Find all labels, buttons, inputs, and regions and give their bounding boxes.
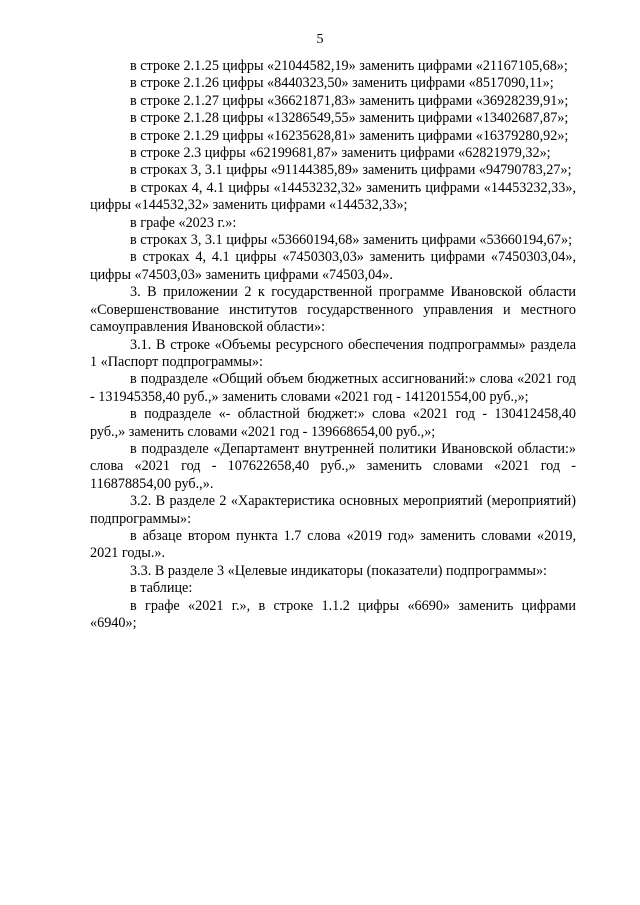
- paragraph: 3.1. В строке «Объемы ресурсного обеспечения подпрограммы» раздела 1 «Паспорт подпрограммы»:: [90, 336, 576, 370]
- paragraph: в таблице:: [130, 580, 193, 597]
- paragraph: в подразделе «Общий объем бюджетных ассигнований:» слова «2021 год - 131945358,40 руб.,» заменить словами «2021 год - 141201554,00 руб.,»;: [90, 371, 576, 405]
- paragraph: в строке 2.3 цифры «62199681,87» заменить цифрами «62821979,32»;: [130, 145, 551, 162]
- paragraph: в подразделе «Департамент внутренней политики Ивановской области:» слова «2021 год - 107622658,40 руб.,» заменить словами «2021 год - 116878854,00 руб.,».: [90, 440, 576, 492]
- page-number: 5: [316, 32, 324, 47]
- paragraph: в строках 4, 4.1 цифры «7450303,03» заменить цифрами «7450303,04», цифры «74503,03» заменить цифрами «74503,04».: [90, 249, 576, 283]
- paragraph: в графе «2023 г.»:: [130, 214, 237, 231]
- paragraph: 3.3. В разделе 3 «Целевые индикаторы (показатели) подпрограммы»:: [130, 562, 547, 579]
- paragraph: 3. В приложении 2 к государственной программе Ивановской области «Совершенствование институтов государственного управления и местного самоуправления Ивановской области»:: [90, 284, 576, 336]
- paragraph: в строках 3, 3.1 цифры «53660194,68» заменить цифрами «53660194,67»;: [130, 232, 573, 249]
- paragraph: в абзаце втором пункта 1.7 слова «2019 год» заменить словами «2019, 2021 годы.».: [90, 527, 576, 562]
- paragraph: в строках 3, 3.1 цифры «91144385,89» заменить цифрами «94790783,27»;: [130, 162, 572, 179]
- paragraph: в строке 2.1.26 цифры «8440323,50» заменить цифрами «8517090,11»;: [130, 75, 554, 92]
- paragraph: в строке 2.1.25 цифры «21044582,19» заменить цифрами «21167105,68»;: [130, 58, 568, 74]
- paragraph: в строке 2.1.27 цифры «36621871,83» заменить цифрами «36928239,91»;: [130, 92, 569, 109]
- document-body: [90, 58, 576, 632]
- paragraph: в графе «2021 г.», в строке 1.1.2 цифры «6690» заменить цифрами «6940»;: [90, 597, 576, 631]
- paragraph: в подразделе «- областной бюджет:» слова «2021 год - 130412458,40 руб.,» заменить словами «2021 год - 139668654,00 руб.,»;: [90, 406, 576, 440]
- paragraph: в строках 4, 4.1 цифры «14453232,32» заменить цифрами «14453232,33», цифры «144532,32» заменить цифрами «144532,33»;: [90, 179, 576, 214]
- paragraph: в строке 2.1.28 цифры «13286549,55» заменить цифрами «13402687,87»;: [130, 110, 569, 127]
- paragraph: в строке 2.1.29 цифры «16235628,81» заменить цифрами «16379280,92»;: [130, 127, 569, 144]
- paragraph: 3.2. В разделе 2 «Характеристика основных мероприятий (мероприятий) подпрограммы»:: [90, 493, 576, 527]
